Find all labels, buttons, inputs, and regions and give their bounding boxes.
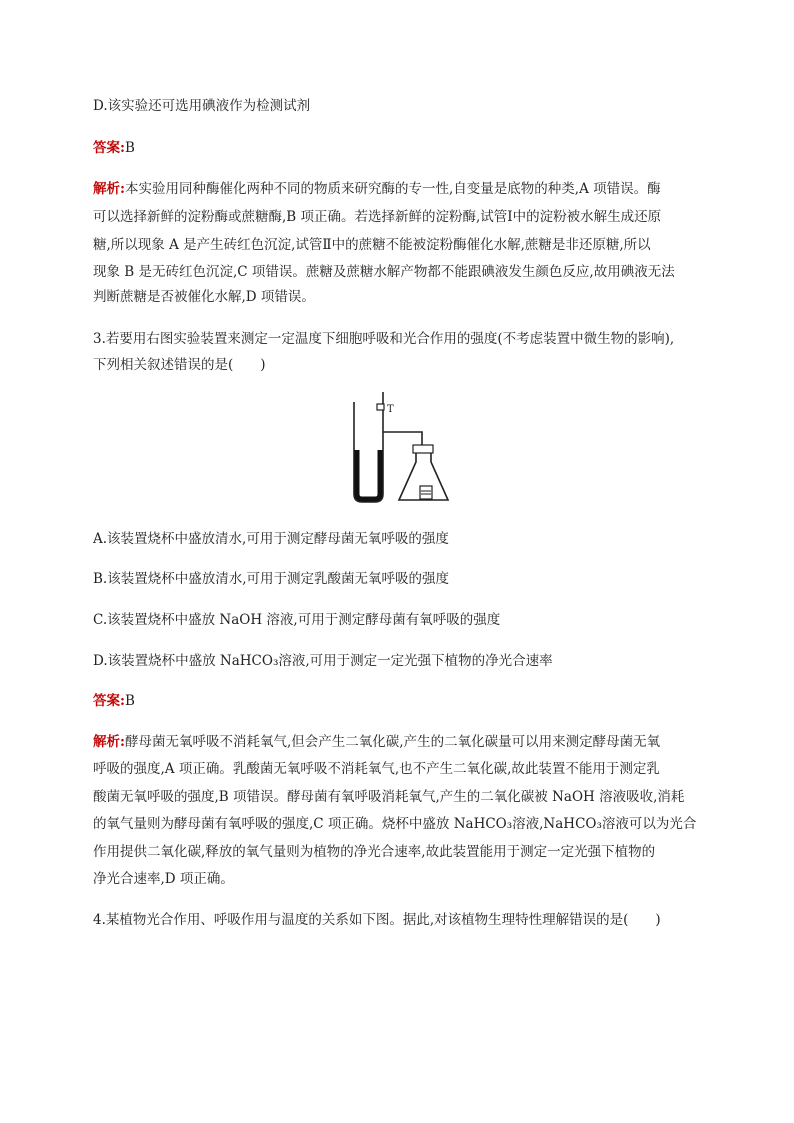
apparatus-figure [340,390,450,508]
stopcock-label: T [387,404,394,415]
stopcock [377,404,384,410]
manometer-liquid [357,450,380,499]
apparatus-diagram [340,390,450,508]
q3-analysis-line-5: 作用提供二氧化碳,释放的氧气量则为植物的净光合速率,故此装置能用于测定一定光强下植物的 [93,844,656,860]
connecting-tube [383,432,422,446]
analysis-text: 酵母菌无氧呼吸不消耗氧气,但会产生二氧化碳,产生的二氧化碳量可以用来测定酵母菌无氧 [124,734,661,750]
q2-analysis-line-4: 现象 B 是无砖红色沉淀,C 项错误。蔗糖及蔗糖水解产物都不能跟碘液发生颜色反应,故用碘液无法 [93,264,675,280]
q3-analysis-line-3: 酸菌无氧呼吸的强度,B 项错误。酵母菌有氧呼吸消耗氧气,产生的二氧化碳被 NaOH 溶液吸收,消耗 [93,789,685,805]
q3-analysis-line-2: 呼吸的强度,A 项正确。乳酸菌无氧呼吸不消耗氧气,也不产生二氧化碳,故此装置不能用于测定乳 [93,761,660,777]
q3-option-d: D.该装置烧杯中盛放 NaHCO₃溶液,可用于测定一定光强下植物的净光合速率 [93,653,553,669]
analysis-text: 本实验用同种酶催化两种不同的物质来研究酶的专一性,自变量是底物的种类,A 项错误。酶 [124,181,661,197]
beaker [420,486,432,499]
q3-option-b: B.该装置烧杯中盛放清水,可用于测定乳酸菌无氧呼吸的强度 [93,571,450,587]
q3-option-c: C.该装置烧杯中盛放 NaOH 溶液,可用于测定酵母菌有氧呼吸的强度 [93,612,501,628]
q2-analysis-line-3: 糖,所以现象 A 是产生砖红色沉淀,试管Ⅱ中的蔗糖不能被淀粉酶催化水解,蔗糖是非还原糖,所以 [93,237,651,253]
q3-option-a: A.该装置烧杯中盛放清水,可用于测定酵母菌无氧呼吸的强度 [93,531,449,547]
analysis-label: 解析: [93,734,125,750]
answer-value: B [124,140,135,156]
q3-analysis-line-6: 净光合速率,D 项正确。 [93,871,234,887]
q4-stem: 4.某植物光合作用、呼吸作用与温度的关系如下图。据此,对该植物生理特性理解错误的是( ) [93,912,661,928]
q2-analysis-line-5: 判断蔗糖是否被催化水解,D 项错误。 [93,289,315,305]
analysis-label: 解析: [93,181,125,197]
q2-analysis-line-1 [93,180,708,198]
q3-stem-line-2: 下列相关叙述错误的是( ) [93,357,266,373]
q3-analysis-line-4: 的氧气量则为酵母菌有氧呼吸的强度,C 项正确。烧杯中盛放 NaHCO₃溶液,NaHCO₃溶液可以为光合 [93,816,697,832]
answer-value: B [124,693,135,709]
q3-answer [93,692,708,710]
stopper [413,445,433,453]
answer-label: 答案: [93,140,125,156]
q3-stem-line-1: 3.若要用右图实验装置来测定一定温度下细胞呼吸和光合作用的强度(不考虑装置中微生物的影响), [93,331,675,347]
answer-label: 答案: [93,693,125,709]
q2-option-d: D.该实验还可选用碘液作为检测试剂 [93,98,311,114]
q3-analysis-line-1 [93,733,708,751]
q2-answer [93,139,708,157]
q2-analysis-line-2: 可以选择新鲜的淀粉酶或蔗糖酶,B 项正确。若选择新鲜的淀粉酶,试管Ⅰ中的淀粉被水解生成还原 [93,209,662,225]
